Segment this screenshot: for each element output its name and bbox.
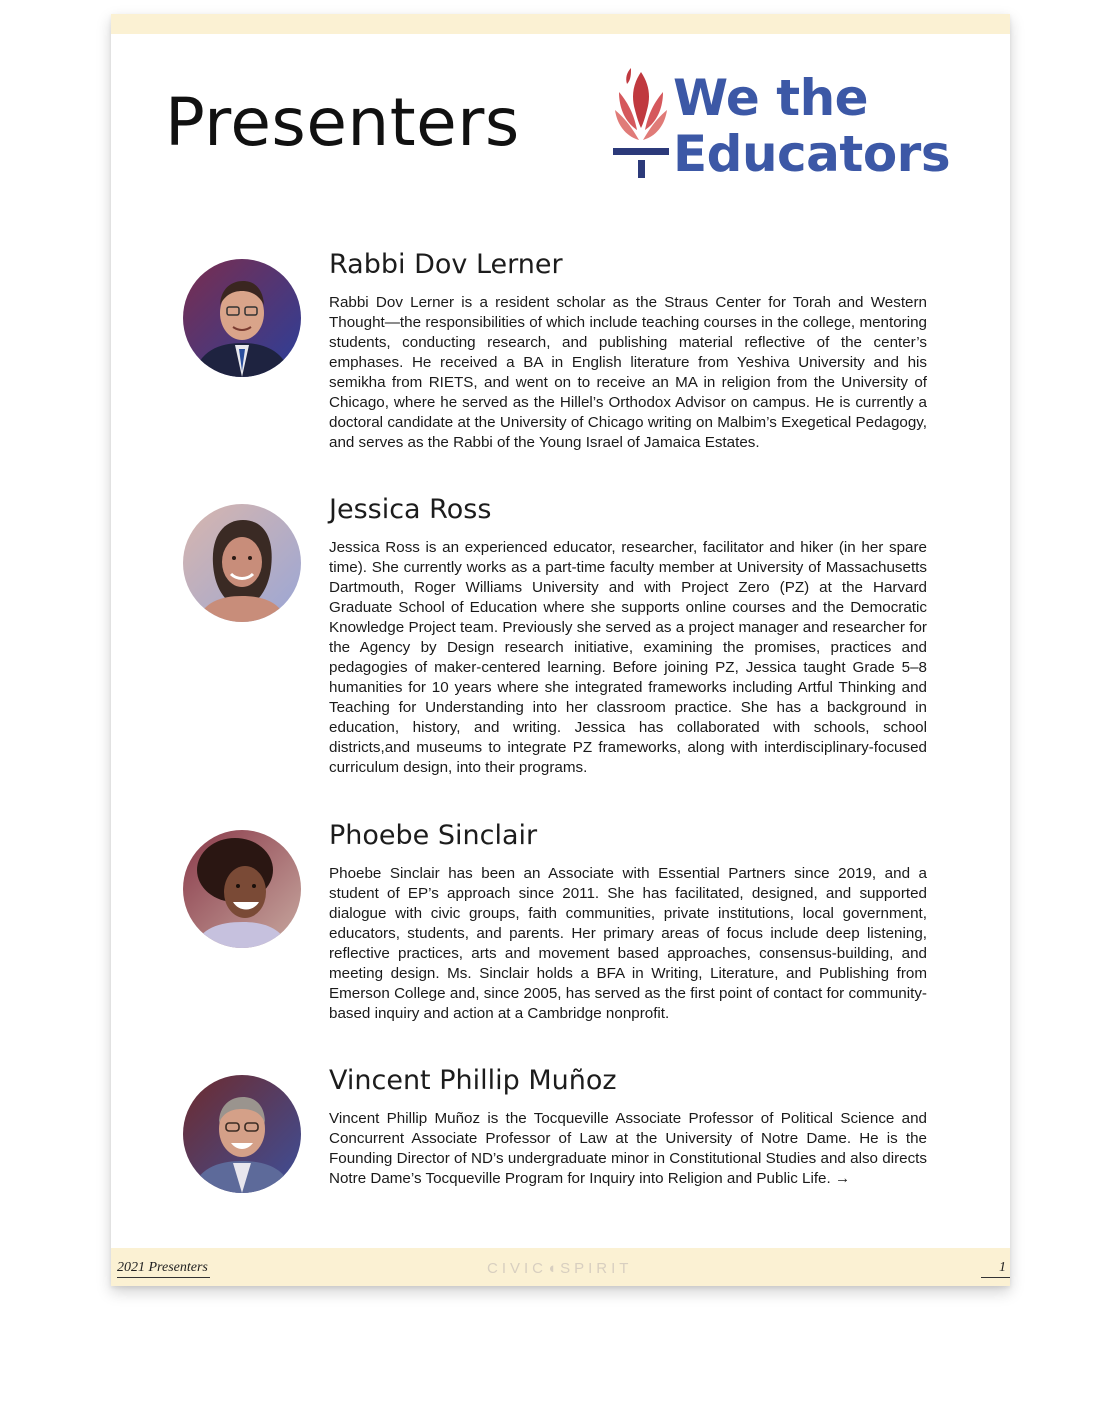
we-the-educators-logo <box>611 66 971 196</box>
document-page <box>111 14 1010 1286</box>
page-title: Presenters <box>165 84 520 161</box>
header-band <box>111 14 1010 34</box>
presenter-photo <box>183 259 301 377</box>
page-footer <box>111 1248 1010 1286</box>
logo-line-1: We the <box>673 69 869 127</box>
presenter-bio: Rabbi Dov Lerner is a resident scholar as the Straus Center for Torah and Western Thought—the responsibilities of which include teaching courses in the college, mentoring students, conducting research, and publishing material reflective of the center’s emphases. He received a BA in English literature from Yeshiva University and his semikha from RIETS, and went on to receive an MA in religion from the University of Chicago, where he served as the Hillel’s Orthodox Advisor on campus. He is currently a doctoral candidate at the University of Chicago writing on Malbim’s Exegetical Pedagogy, and serves as the Rabbi of the Young Israel of Jamaica Estates. <box>329 294 927 451</box>
presenter-name: Phoebe Sinclair <box>329 820 538 851</box>
presenter-name: Rabbi Dov Lerner <box>329 249 563 280</box>
presenter-bio: Phoebe Sinclair has been an Associate with Essential Partners since 2019, and a student of EP’s approach since 2011. She has facilitated, designed, and supported dialogue with civic groups, faith communities, private institutions, local government, educators, students, and parents. Her primary areas of focus include deep listening, reflective practices, arts and movement based approaches, consensus-building, and meeting design. Ms. Sinclair holds a BFA in Writing, Literature, and Publishing from Emerson College and, since 2005, has served as the first point of contact for community-based inquiry and action at a Cambridge nonprofit. <box>329 865 927 1022</box>
flame-torch-icon <box>611 66 671 182</box>
presenter-photo <box>183 830 301 948</box>
logo-wordmark <box>673 70 950 182</box>
presenter-photo <box>183 1075 301 1193</box>
footer-label: 2021 Presenters <box>117 1260 210 1278</box>
presenter-photo <box>183 504 301 622</box>
presenter-bio: Jessica Ross is an experienced educator, researcher, facilitator and hiker (in her spare time). She currently works as a part-time faculty member at University of Massachusetts Dartmouth, Roger Williams University and with Project Zero (PZ) at the Harvard Graduate School of Education where she supports online courses and the Democratic Knowledge Project team. Previously she served as a project manager and researcher for the Agency by Design research initiative, examining the promises, practices and pedagogies of maker-centered learning. Before joining PZ, Jessica taught Grade 5–8 humanities for 10 years where she integrated frameworks including Artful Thinking and Teaching for Understanding into her classroom practice. She has a background in education, history, and writing. Jessica has collaborated with schools, school districts,and museums to integrate PZ frameworks, along with interdisciplinary-focused curriculum design, into their programs. <box>329 539 927 776</box>
page-number: 1 <box>981 1260 1010 1278</box>
presenter-bio: Vincent Phillip Muñoz is the Tocqueville Associate Professor of Political Science and Concurrent Associate Professor of Law at the University of Notre Dame. He is the Founding Director of ND’s undergraduate minor in Constitutional Studies and also directs Notre Dame’s Tocqueville Program for Inquiry into Religion and Public Life. → <box>329 1110 927 1187</box>
logo-line-2: Educators <box>673 125 951 183</box>
presenter-name: Jessica Ross <box>329 494 492 525</box>
presenter-name: Vincent Phillip Muñoz <box>329 1065 617 1096</box>
footer-brand-logo: CIVIC◖SPIRIT <box>487 1260 633 1277</box>
